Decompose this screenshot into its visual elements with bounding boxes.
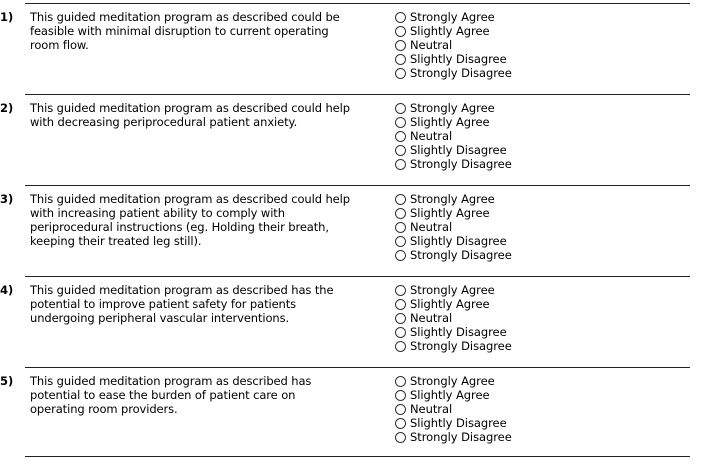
radio-button[interactable] [395, 390, 406, 401]
radio-button[interactable] [395, 194, 406, 205]
question-divider [25, 276, 690, 277]
option-strongly-agree[interactable] [395, 10, 555, 24]
question-text-line: This guided meditation program as described could help [30, 101, 350, 115]
option-label: Neutral [410, 220, 453, 234]
radio-button[interactable] [395, 12, 406, 23]
radio-button[interactable] [395, 299, 406, 310]
answer-options [395, 192, 555, 262]
option-neutral[interactable] [395, 220, 555, 234]
option-label: Strongly Agree [410, 101, 495, 115]
radio-button[interactable] [395, 250, 406, 261]
option-label: Strongly Disagree [410, 430, 512, 444]
radio-button[interactable] [395, 285, 406, 296]
option-strongly-agree[interactable] [395, 374, 555, 388]
option-label: Slightly Disagree [410, 325, 507, 339]
option-neutral[interactable] [395, 38, 555, 52]
radio-button[interactable] [395, 376, 406, 387]
radio-button[interactable] [395, 432, 406, 443]
question-text-line: undergoing peripheral vascular interventions. [30, 311, 290, 325]
radio-button[interactable] [395, 313, 406, 324]
option-strongly-disagree[interactable] [395, 430, 555, 444]
radio-button[interactable] [395, 159, 406, 170]
answer-options [395, 10, 555, 80]
radio-button[interactable] [395, 418, 406, 429]
question-text [30, 283, 360, 325]
question-3 [0, 192, 690, 283]
option-label: Slightly Agree [410, 206, 490, 220]
question-text-line: This guided meditation program as described has the [30, 283, 334, 297]
option-slightly-agree[interactable] [395, 388, 555, 402]
radio-button[interactable] [395, 103, 406, 114]
option-strongly-agree[interactable] [395, 283, 555, 297]
question-text-line: keeping their treated leg still). [30, 234, 202, 248]
radio-button[interactable] [395, 341, 406, 352]
question-text [30, 101, 360, 129]
option-strongly-agree[interactable] [395, 192, 555, 206]
question-text-line: with decreasing periprocedural patient anxiety. [30, 115, 298, 129]
radio-button[interactable] [395, 208, 406, 219]
option-slightly-disagree[interactable] [395, 416, 555, 430]
question-text [30, 374, 360, 416]
question-text-line: periprocedural instructions (eg. Holding their breath, [30, 220, 329, 234]
option-label: Slightly Disagree [410, 143, 507, 157]
option-strongly-disagree[interactable] [395, 66, 555, 80]
question-divider [25, 185, 690, 186]
radio-button[interactable] [395, 26, 406, 37]
radio-button[interactable] [395, 145, 406, 156]
question-number: 2) [0, 101, 14, 115]
question-1 [0, 10, 690, 101]
option-strongly-agree[interactable] [395, 101, 555, 115]
radio-button[interactable] [395, 236, 406, 247]
option-label: Slightly Agree [410, 297, 490, 311]
question-text-line: This guided meditation program as described could be [30, 10, 340, 24]
option-slightly-disagree[interactable] [395, 325, 555, 339]
question-2 [0, 101, 690, 192]
radio-button[interactable] [395, 131, 406, 142]
option-label: Neutral [410, 129, 453, 143]
option-slightly-disagree[interactable] [395, 52, 555, 66]
question-number: 4) [0, 283, 14, 297]
option-label: Strongly Agree [410, 192, 495, 206]
option-neutral[interactable] [395, 129, 555, 143]
question-number: 5) [0, 374, 14, 388]
option-label: Slightly Agree [410, 388, 490, 402]
option-label: Slightly Disagree [410, 416, 507, 430]
option-slightly-agree[interactable] [395, 297, 555, 311]
radio-button[interactable] [395, 327, 406, 338]
question-text-line: This guided meditation program as described could help [30, 192, 350, 206]
question-number: 3) [0, 192, 14, 206]
option-label: Strongly Agree [410, 10, 495, 24]
option-slightly-disagree[interactable] [395, 143, 555, 157]
question-text-line: feasible with minimal disruption to current operating [30, 24, 329, 38]
radio-button[interactable] [395, 54, 406, 65]
bottom-divider [25, 456, 690, 457]
question-text-line: potential to ease the burden of patient care on [30, 388, 296, 402]
option-slightly-agree[interactable] [395, 115, 555, 129]
option-label: Strongly Disagree [410, 157, 512, 171]
radio-button[interactable] [395, 68, 406, 79]
option-label: Neutral [410, 38, 453, 52]
option-label: Slightly Disagree [410, 234, 507, 248]
question-text-line: This guided meditation program as described has [30, 374, 312, 388]
option-neutral[interactable] [395, 402, 555, 416]
question-divider [25, 367, 690, 368]
option-label: Strongly Disagree [410, 66, 512, 80]
answer-options [395, 283, 555, 353]
question-5 [0, 374, 690, 465]
option-strongly-disagree[interactable] [395, 248, 555, 262]
answer-options [395, 101, 555, 171]
option-label: Strongly Agree [410, 374, 495, 388]
question-text-line: with increasing patient ability to comply with [30, 206, 285, 220]
question-divider [25, 94, 690, 95]
option-strongly-disagree[interactable] [395, 157, 555, 171]
radio-button[interactable] [395, 404, 406, 415]
question-text-line: room flow. [30, 38, 89, 52]
option-slightly-disagree[interactable] [395, 234, 555, 248]
radio-button[interactable] [395, 40, 406, 51]
question-text [30, 192, 360, 248]
answer-options [395, 374, 555, 444]
option-label: Slightly Agree [410, 24, 490, 38]
option-strongly-disagree[interactable] [395, 339, 555, 353]
option-neutral[interactable] [395, 311, 555, 325]
radio-button[interactable] [395, 117, 406, 128]
radio-button[interactable] [395, 222, 406, 233]
question-text-line: potential to improve patient safety for patients [30, 297, 297, 311]
option-label: Strongly Disagree [410, 248, 512, 262]
option-label: Slightly Disagree [410, 52, 507, 66]
question-4 [0, 283, 690, 374]
question-text-line: operating room providers. [30, 402, 178, 416]
option-label: Strongly Disagree [410, 339, 512, 353]
option-label: Strongly Agree [410, 283, 495, 297]
question-number: 1) [0, 10, 14, 24]
option-slightly-agree[interactable] [395, 206, 555, 220]
option-slightly-agree[interactable] [395, 24, 555, 38]
option-label: Slightly Agree [410, 115, 490, 129]
option-label: Neutral [410, 311, 453, 325]
top-divider [25, 3, 690, 4]
question-text [30, 10, 360, 52]
option-label: Neutral [410, 402, 453, 416]
